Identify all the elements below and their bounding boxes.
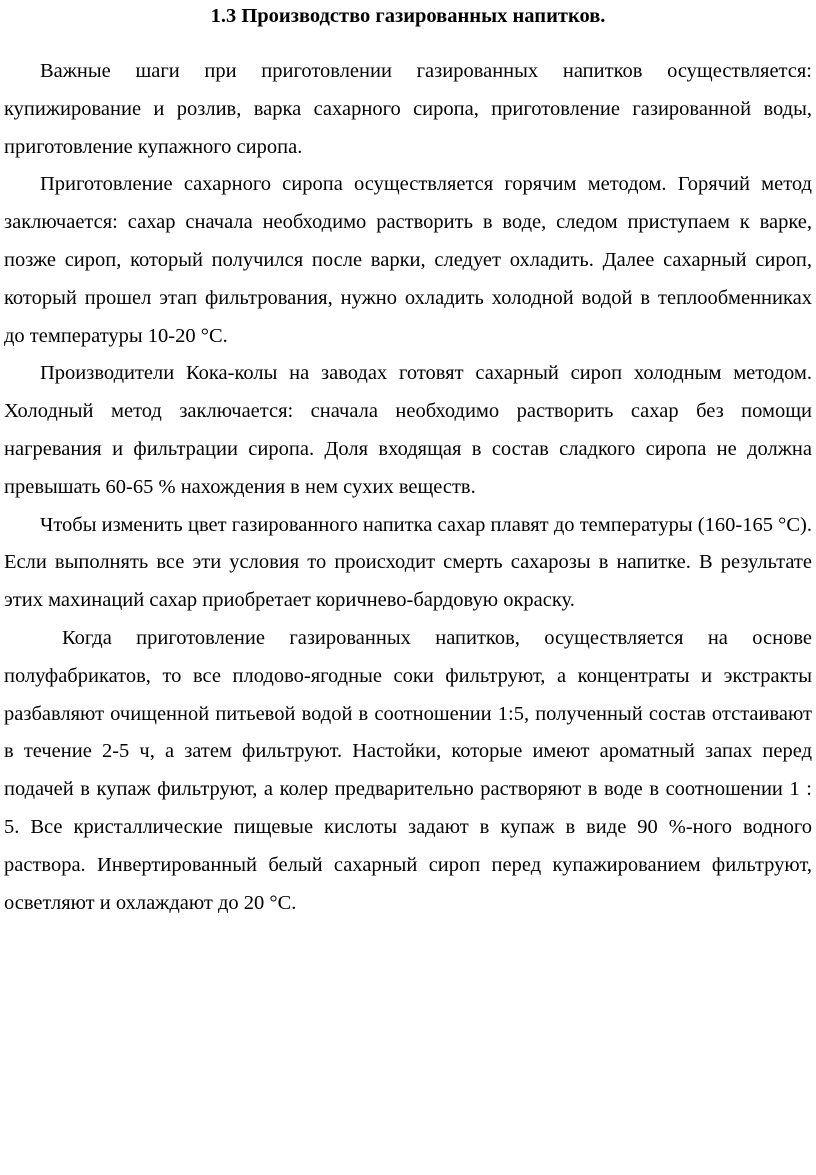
paragraph-semi-finished: Когда приготовление газированных напитков, осуществляется на основе полуфабрикатов, то все плодово-ягодные соки фильтруют, а концентраты и экстракты разбавляют очищенной питьевой водой в соотношении 1:5, полученный состав отстаивают в течение 2-5 ч, а затем фильтруют. Настойки, которые имеют ароматный запах перед подачей в купаж фильтруют, а колер предварительно растворяют в воде в соотношении 1 : 5. Все кристаллические пищевые кислоты задают в купаж в виде 90 %-ного водного раствора. Инвертированный белый сахарный сироп перед купажированием фильтруют, осветляют и охлаждают до 20 °С. (4, 626, 812, 914)
paragraph-cold-method: Производители Кока-колы на заводах готовят сахарный сироп холодным методом. Холодный метод заключается: сначала необходимо растворить сахар без помощи нагревания и фильтрации сиропа. Доля входящая в состав сладкого сиропа не должна превышать 60-65 % нахождения в нем сухих веществ. (4, 362, 812, 498)
document-body (4, 53, 812, 922)
section-heading: 1.3 Производство газированных напитков. (210, 5, 606, 27)
paragraph-hot-method: Приготовление сахарного сиропа осуществляется горячим методом. Горячий метод заключается: сахар сначала необходимо растворить в воде, следом приступаем к варке, позже сироп, который получился после варки, следует охладить. Далее сахарный сироп, который прошел этап фильтрования, нужно охладить холодной водой в теплообменниках до температуры 10-20 °С. (4, 173, 812, 347)
paragraph-caramel-color: Чтобы изменить цвет газированного напитка сахар плавят до температуры (160-165 °С). Если выполнять все эти условия то происходит смерть сахарозы в напитке. В результате этих махинаций сахар приобретает коричнево-бардовую окраску. (4, 513, 812, 612)
paragraph-key-steps: Важные шаги при приготовлении газированных напитков осуществляется: купижирование и розлив, варка сахарного сиропа, приготовление газированной воды, приготовление купажного сиропа. (4, 60, 812, 158)
